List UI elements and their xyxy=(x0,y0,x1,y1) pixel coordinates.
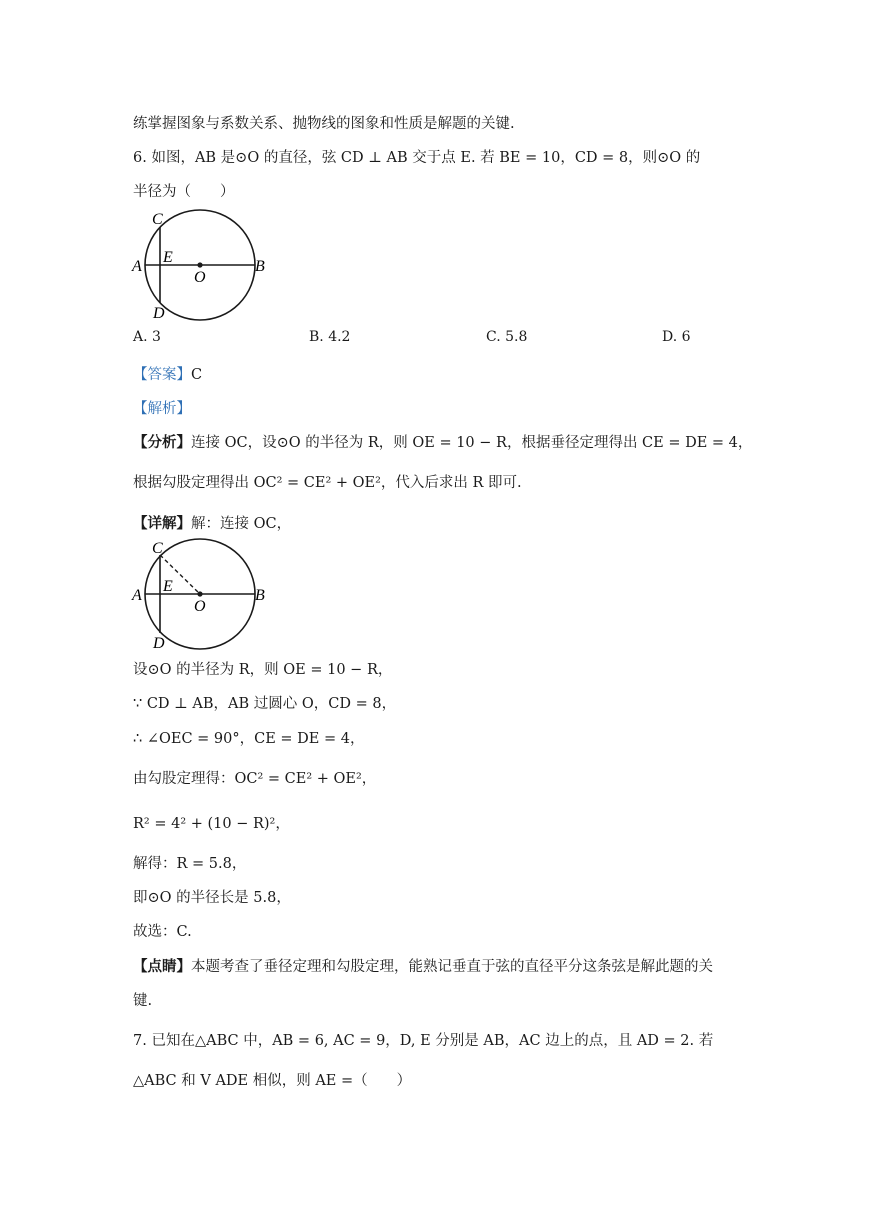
solution-step-4: 由勾股定理得：OC² = CE² + OE²， xyxy=(133,771,377,787)
question-7-text-line2: △ABC 和 V ADE 相似，则 AE =（ ） xyxy=(133,1073,412,1089)
fenxi-text1: 连接 OC，设⊙O 的半径为 R，则 OE = 10 − R，根据垂径定理得出 CE = DE = 4， xyxy=(191,435,753,451)
question-6-text-line2: 半径为（ ） xyxy=(133,184,235,200)
fenxi-line1 xyxy=(133,431,752,452)
analysis-tag: 【解析】 xyxy=(133,401,191,417)
dianjing-text1: 本题考查了垂径定理和勾股定理，能熟记垂直于弦的直径平分这条弦是解此题的关 xyxy=(191,959,713,975)
label-e-solution: E xyxy=(163,578,173,595)
xiangjie-tag: 【详解】 xyxy=(133,515,191,532)
solution-step-1: 设⊙O 的半径为 R，则 OE = 10 − R， xyxy=(133,662,393,678)
option-b: B. 4.2 xyxy=(309,329,351,345)
dianjing-tag: 【点睛】 xyxy=(133,958,191,975)
solution-circle-figure xyxy=(128,536,278,654)
label-b-solution: B xyxy=(255,587,265,604)
label-a: A xyxy=(132,258,142,275)
question-6-circle-figure xyxy=(128,205,278,323)
option-c: C. 5.8 xyxy=(486,329,528,345)
dianjing-line1 xyxy=(133,955,713,976)
dianjing-line2: 键. xyxy=(133,993,153,1009)
solution-step-7: 即⊙O 的半径长是 5.8， xyxy=(133,890,291,906)
label-b: B xyxy=(255,258,265,275)
label-d: D xyxy=(153,305,165,322)
solution-step-5: R² = 4² + (10 − R)²， xyxy=(133,816,290,832)
question-6-text-line1: 6. 如图，AB 是⊙O 的直径，弦 CD ⊥ AB 交于点 E. 若 BE = 10，CD = 8，则⊙O 的 xyxy=(133,150,701,166)
solution-step-3: ∴ ∠OEC = 90°，CE = DE = 4， xyxy=(133,731,365,747)
label-a-solution: A xyxy=(132,587,142,604)
fenxi-line2: 根据勾股定理得出 OC² = CE² + OE²，代入后求出 R 即可. xyxy=(133,475,522,491)
answer-value: C xyxy=(191,367,203,383)
label-d-solution: D xyxy=(153,635,165,652)
xiangjie-intro-text: 解：连接 OC， xyxy=(191,516,292,532)
solution-step-8: 故选：C. xyxy=(133,924,192,940)
option-d: D. 6 xyxy=(662,329,691,345)
question-7-text-line1: 7. 已知在△ABC 中，AB = 6, AC = 9，D, E 分别是 AB，AC 边上的点，且 AD = 2. 若 xyxy=(133,1033,714,1049)
label-c: C xyxy=(152,211,163,228)
label-e: E xyxy=(163,249,173,266)
answer-row xyxy=(133,363,202,384)
solution-step-2: ∵ CD ⊥ AB，AB 过圆心 O，CD = 8， xyxy=(133,696,397,712)
answer-tag: 【答案】 xyxy=(133,367,191,383)
label-o: O xyxy=(194,269,206,286)
xiangjie-intro xyxy=(133,512,291,533)
center-point xyxy=(197,262,202,267)
fenxi-tag: 【分析】 xyxy=(133,434,191,451)
label-c-solution: C xyxy=(152,540,163,557)
center-point-solution xyxy=(197,591,202,596)
previous-solution-tail: 练掌握图象与系数关系、抛物线的图象和性质是解题的关键. xyxy=(133,116,515,132)
option-a: A. 3 xyxy=(133,329,161,345)
solution-step-6: 解得：R = 5.8， xyxy=(133,856,247,872)
label-o-solution: O xyxy=(194,598,206,615)
